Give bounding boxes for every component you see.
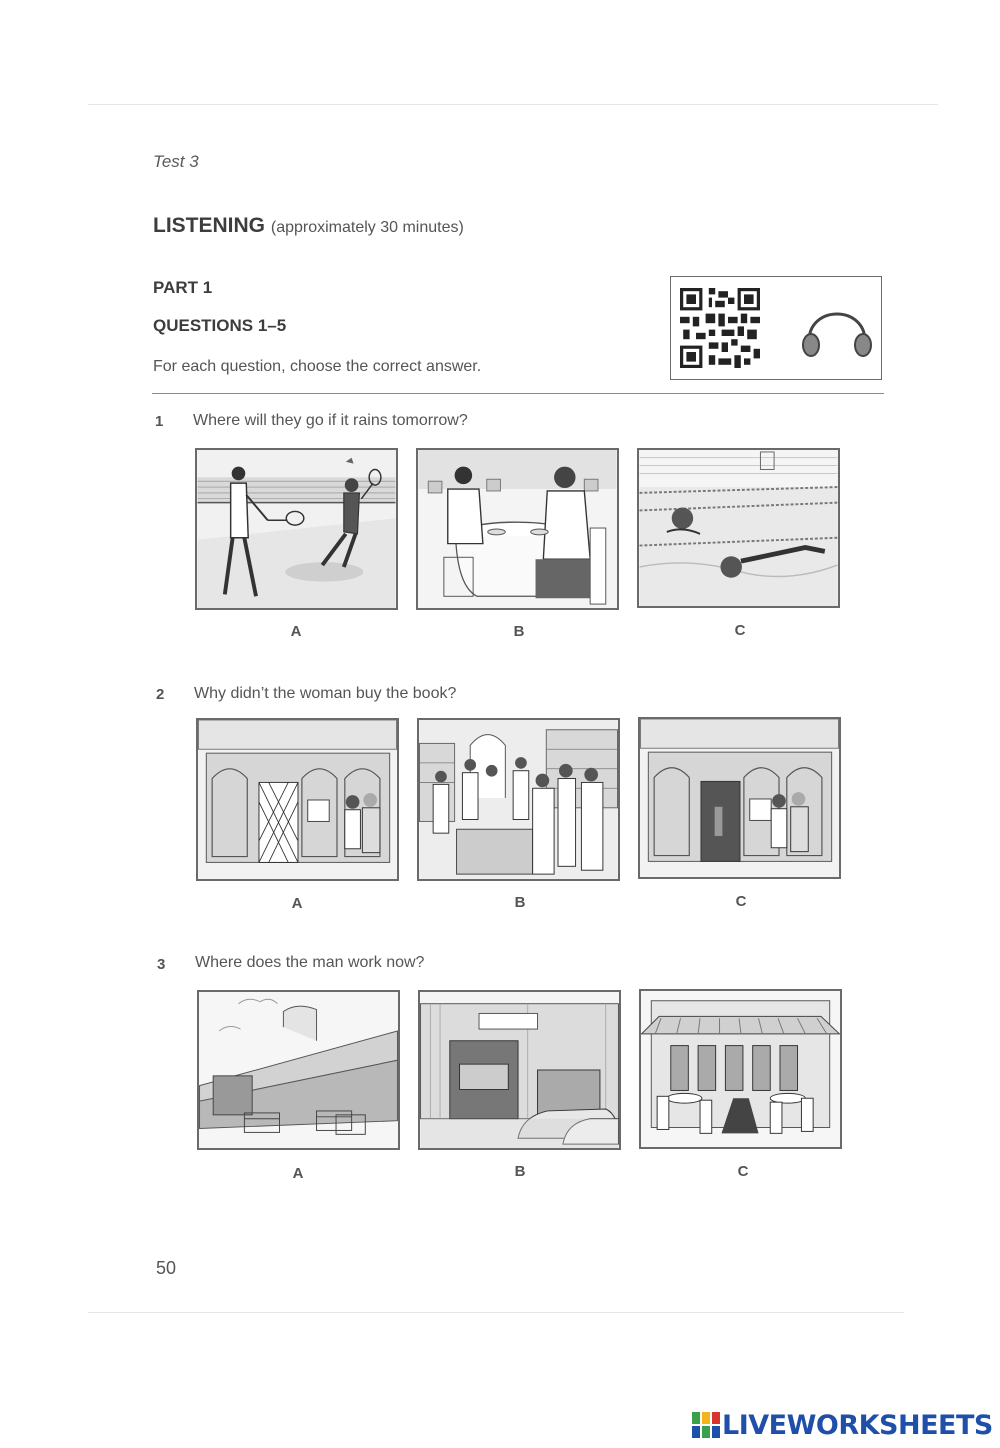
bottom-rule [88,1312,904,1313]
option-label: C [735,893,747,910]
question-text: Where will they go if it rains tomorrow? [193,412,468,429]
open-bookshop-scene-icon [640,719,839,877]
section-divider [152,393,884,394]
question-number: 2 [156,686,165,703]
question-text: Where does the man work now? [195,954,425,971]
page-number: 50 [156,1258,177,1278]
brand-logo[interactable] [692,1410,993,1440]
garage-scene-icon [420,992,619,1148]
question-number: 1 [155,413,164,430]
option-picture-open-bookshop[interactable] [638,717,841,879]
option-label: C [734,622,746,639]
option-picture-crowded-bookshop[interactable] [417,718,620,881]
restaurant-scene-icon [418,450,617,608]
cafe-scene-icon [641,991,840,1147]
audio-box [670,276,882,380]
question-text: Why didn’t the woman buy the book? [194,685,457,702]
option-picture-swimming[interactable] [637,448,840,608]
badminton-scene-icon [197,450,396,608]
option-picture-restaurant[interactable] [416,448,619,610]
instruction-text: For each question, choose the correct answer. [153,358,482,375]
section-subtitle: (approximately 30 minutes) [270,219,464,236]
top-rule [88,104,938,105]
question-number: 3 [157,956,166,973]
part-title: PART 1 [153,278,213,297]
headphones-icon [799,295,875,361]
section-title [153,214,464,238]
option-picture-garage[interactable] [418,990,621,1150]
option-label: A [292,1165,304,1182]
option-picture-closed-bookshop[interactable] [196,718,399,881]
option-label: B [513,623,525,640]
test-label: Test 3 [153,152,199,171]
option-picture-badminton[interactable] [195,448,398,610]
option-label: C [737,1163,749,1180]
questions-range: QUESTIONS 1–5 [153,316,287,335]
option-label: B [514,1163,526,1180]
swimming-scene-icon [639,450,838,606]
brand-name: LIVEWORKSHEETS [722,1409,993,1441]
supermarket-scene-icon [199,992,398,1148]
option-label: A [291,895,303,912]
liveworksheets-logo-icon [692,1412,720,1438]
option-label: A [290,623,302,640]
crowded-bookshop-scene-icon [419,720,618,879]
option-picture-cafe[interactable] [639,989,842,1149]
qr-code-icon[interactable] [680,288,760,368]
option-picture-supermarket[interactable] [197,990,400,1150]
section-title-text: LISTENING [153,214,266,237]
option-label: B [514,894,526,911]
closed-bookshop-scene-icon [198,720,397,879]
